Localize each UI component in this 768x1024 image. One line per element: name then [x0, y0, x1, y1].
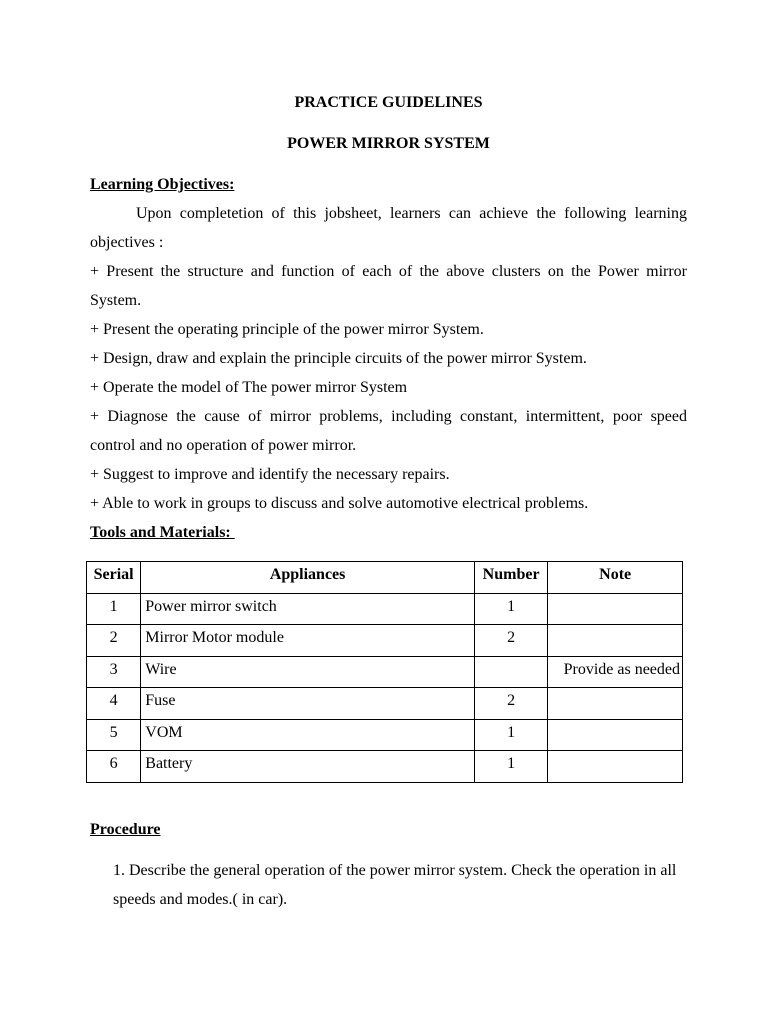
- cell-number: 1: [474, 593, 547, 625]
- cell-number: 1: [474, 719, 547, 751]
- objective-item: + Present the structure and function of each of the above clusters on the Power mirror System.: [90, 263, 687, 309]
- cell-note: [548, 625, 683, 657]
- objective-item: + Present the operating principle of the power mirror System.: [90, 321, 484, 338]
- cell-note: [548, 719, 683, 751]
- column-header-note: Note: [548, 562, 683, 594]
- cell-serial: 3: [87, 656, 141, 688]
- cell-note: Provide as needed: [548, 656, 683, 688]
- table-row: [87, 593, 683, 625]
- learning-objectives-intro: Upon completetion of this jobsheet, learners can achieve the following learning objectives :: [90, 205, 687, 251]
- cell-serial: 1: [87, 593, 141, 625]
- cell-appliance: Battery: [141, 751, 475, 783]
- table-row: [87, 688, 683, 720]
- objective-item: + Diagnose the cause of mirror problems, including constant, intermittent, poor speed control and no operation of power mirror.: [90, 408, 687, 454]
- objective-item: + Design, draw and explain the principle circuits of the power mirror System.: [90, 350, 587, 367]
- cell-note: [548, 688, 683, 720]
- cell-appliance: Wire: [141, 656, 475, 688]
- objective-item: + Operate the model of The power mirror System: [90, 379, 408, 396]
- objective-item: + Suggest to improve and identify the necessary repairs.: [90, 466, 450, 483]
- document-title: PRACTICE GUIDELINES: [294, 94, 483, 111]
- cell-serial: 2: [87, 625, 141, 657]
- document-subtitle: POWER MIRROR SYSTEM: [287, 135, 490, 152]
- document-page: [90, 88, 687, 914]
- cell-appliance: VOM: [141, 719, 475, 751]
- cell-note: [548, 751, 683, 783]
- cell-number: 2: [474, 688, 547, 720]
- table-row: [87, 625, 683, 657]
- table-row: [87, 656, 683, 688]
- table-row: [87, 751, 683, 783]
- cell-number: [474, 656, 547, 688]
- cell-appliance: Fuse: [141, 688, 475, 720]
- tools-materials-heading: Tools and Materials:: [90, 524, 235, 541]
- cell-serial: 6: [87, 751, 141, 783]
- cell-serial: 5: [87, 719, 141, 751]
- table-header-row: [87, 562, 683, 594]
- cell-appliance: Mirror Motor module: [141, 625, 475, 657]
- tools-table: [86, 561, 683, 783]
- objective-item: + Able to work in groups to discuss and solve automotive electrical problems.: [90, 495, 589, 512]
- cell-note: [548, 593, 683, 625]
- procedure-item: 1. Describe the general operation of the power mirror system. Check the operation in all speeds and modes.( in car).: [113, 861, 677, 908]
- column-header-number: Number: [474, 562, 547, 594]
- learning-objectives-heading: Learning Objectives:: [90, 176, 235, 193]
- procedure-heading: Procedure: [90, 820, 161, 838]
- cell-appliance: Power mirror switch: [141, 593, 475, 625]
- cell-serial: 4: [87, 688, 141, 720]
- column-header-serial: Serial: [87, 562, 141, 594]
- column-header-appliances: Appliances: [141, 562, 475, 594]
- cell-number: 1: [474, 751, 547, 783]
- cell-number: 2: [474, 625, 547, 657]
- table-row: [87, 719, 683, 751]
